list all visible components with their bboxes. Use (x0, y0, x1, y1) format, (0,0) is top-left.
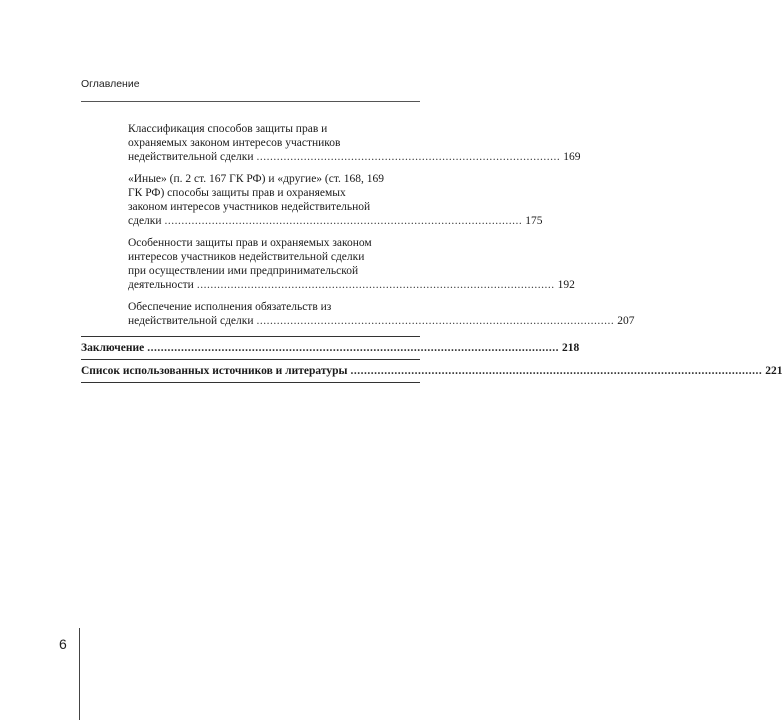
toc-page-number: 218 (561, 342, 580, 354)
margin-rule (79, 628, 80, 720)
toc-entry-line: Обеспечение исполнения обязательств из (128, 301, 332, 313)
section-rule (81, 336, 420, 337)
toc-entry-obligations[interactable] (81, 300, 635, 328)
toc-entry-line: недействительной сделки (128, 151, 254, 163)
toc-entry-last-line (128, 278, 575, 292)
toc-entry-last-line (81, 364, 782, 378)
toc-page-number: 175 (525, 215, 543, 227)
section-rule (81, 359, 420, 360)
toc-entry-last-line (128, 150, 581, 164)
toc-entry-line: Классификация способов защиты прав и (128, 123, 328, 135)
toc-page-number: 192 (557, 279, 575, 291)
table-of-contents (81, 122, 782, 387)
dot-leader: .......................................................................................................... (164, 215, 523, 227)
toc-entry-conclusion[interactable] (81, 341, 580, 355)
toc-entry-line: сделки (128, 215, 162, 227)
dot-leader: .......................................................................................................................... (147, 342, 559, 354)
section-rule (81, 382, 420, 383)
toc-entry-line: при осуществлении ими предпринимательской (128, 265, 359, 277)
toc-entry-line: интересов участников недействительной сделки (128, 251, 365, 263)
dot-leader: .......................................................................................................................... (350, 365, 763, 377)
toc-entry-line: ГК РФ) способы защиты прав и охраняемых (128, 187, 346, 199)
toc-entry-line: недействительной сделки (128, 315, 254, 327)
toc-entry-bibliography[interactable] (81, 364, 782, 378)
toc-entry-line: Особенности защиты прав и охраняемых законом (128, 237, 372, 249)
toc-entry-last-line (128, 314, 635, 328)
toc-entry-title: Список использованных источников и литературы (81, 365, 348, 377)
toc-page-number: 221 (765, 365, 782, 377)
toc-page-number: 207 (617, 315, 635, 327)
dot-leader: .......................................................................................................... (256, 315, 615, 327)
toc-entry-other-methods[interactable] (81, 172, 543, 228)
header-rule (81, 101, 420, 102)
toc-entry-last-line (81, 341, 580, 355)
toc-entry-last-line (128, 214, 543, 228)
toc-entry-line: охраняемых законом интересов участников (128, 137, 341, 149)
toc-entry-line: законом интересов участников недействительной (128, 201, 371, 213)
toc-entry-classification[interactable] (81, 122, 581, 164)
toc-page-number: 169 (563, 151, 581, 163)
dot-leader: .......................................................................................................... (196, 279, 555, 291)
toc-entry-line: «Иные» (п. 2 ст. 167 ГК РФ) и «другие» (ст. 168, 169 (128, 173, 385, 185)
dot-leader: .......................................................................................... (256, 151, 561, 163)
running-head: Оглавление (81, 78, 140, 90)
toc-entry-title: Заключение (81, 342, 145, 354)
page-number: 6 (59, 636, 67, 652)
toc-entry-business-features[interactable] (81, 236, 575, 292)
toc-entry-line: деятельности (128, 279, 194, 291)
